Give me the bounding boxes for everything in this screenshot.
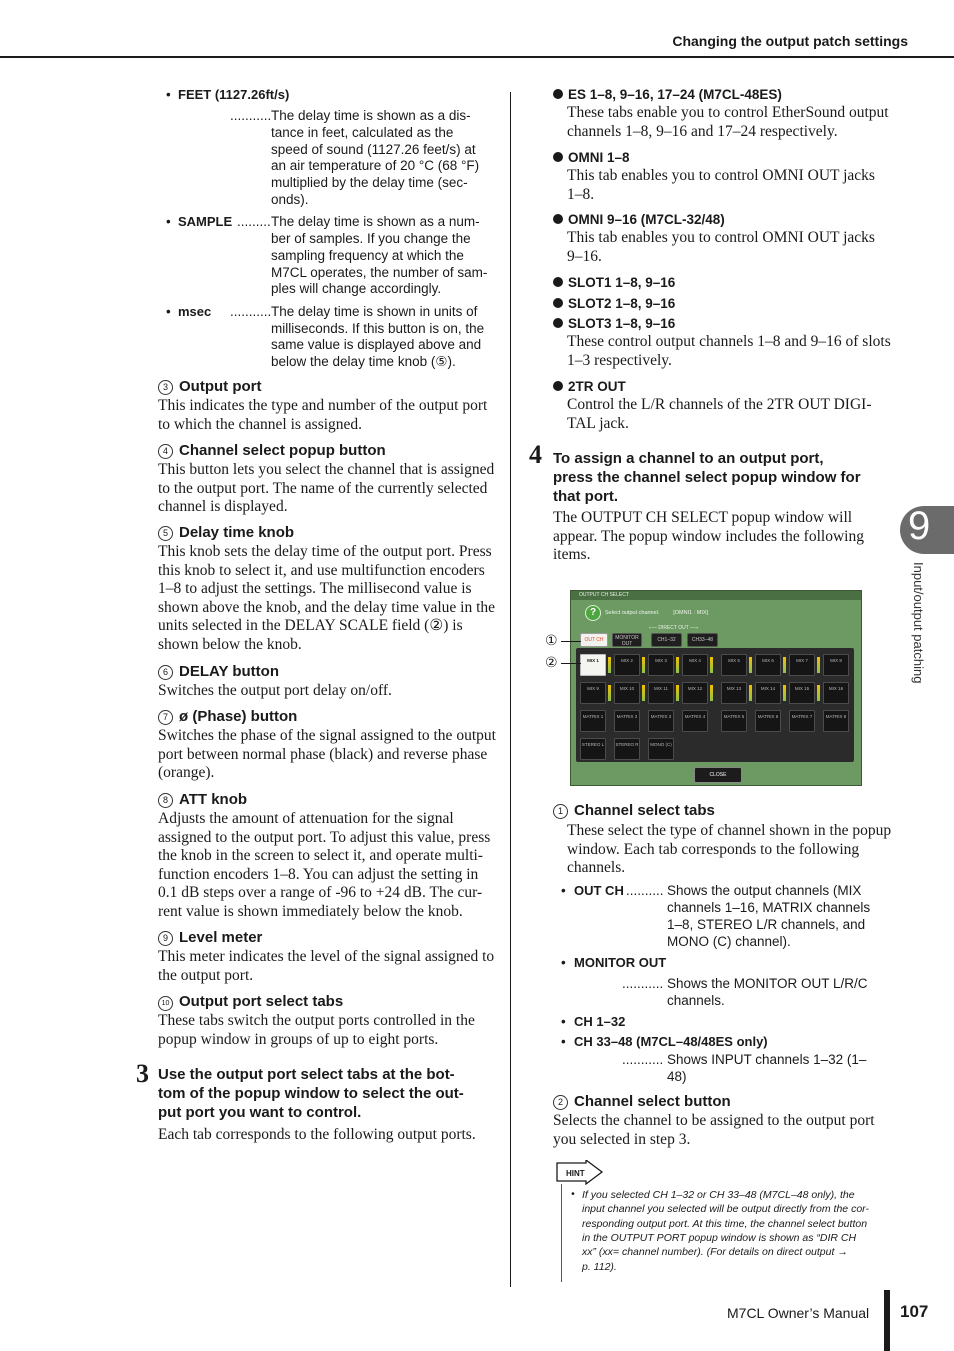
item-heading	[158, 663, 279, 680]
bullet-line: multiplied by the delay time (sec-	[271, 175, 468, 191]
bullet-line: ber of samples. If you change the	[271, 231, 471, 247]
item-line: to which the channel is assigned.	[158, 415, 363, 433]
channel-select-button[interactable]: MIX 13	[721, 682, 747, 704]
port-title: OMNI 1–8	[568, 150, 630, 165]
channel-select-button[interactable]: MATRIX 2	[614, 710, 640, 732]
step-text-line: put port you want to control.	[158, 1104, 362, 1121]
port-title: SLOT2 1–8, 9–16	[568, 296, 676, 311]
hint-rule	[561, 1184, 562, 1282]
bullet-dot: •	[166, 303, 171, 319]
bullet-term: msec	[178, 303, 212, 319]
bullet-line: The delay time is shown as a dis-	[271, 108, 471, 123]
bullet-line: an air temperature of 20 °C (68 °F)	[271, 158, 480, 174]
bullet-dot: •	[561, 1014, 566, 1029]
callout-2-line	[561, 663, 581, 664]
level-meter	[817, 657, 820, 673]
bullet-term: FEET (1127.26ft/s)	[178, 87, 290, 102]
port-heading	[553, 150, 630, 165]
level-meter	[710, 685, 713, 701]
bullet-circle-icon	[553, 152, 563, 162]
bullet-dot: •	[561, 955, 566, 970]
channel-select-button[interactable]: MIX 3	[648, 654, 674, 676]
channel-select-tab[interactable]: CH1–32	[651, 633, 682, 647]
port-line: This tab enables you to control OMNI OUT jacks	[567, 229, 875, 246]
item-title: DELAY button	[179, 663, 279, 680]
step-number: 4	[529, 440, 542, 469]
port-heading	[553, 379, 626, 394]
item-title: Channel select tabs	[574, 802, 715, 819]
item-line: popup window in groups of up to eight ports.	[158, 1030, 439, 1048]
channel-select-button[interactable]: STEREO R	[614, 738, 640, 760]
step-body-line: The OUTPUT CH SELECT popup window will	[553, 509, 853, 526]
item-line: units selected in the DELAY SCALE field (②) is	[158, 617, 463, 635]
port-title: OMNI 9–16 (M7CL-32/48)	[568, 212, 725, 227]
step-text-line: tom of the popup window to select the out-	[158, 1085, 464, 1102]
item-number-icon: 4	[158, 444, 173, 459]
item-number-icon: 7	[158, 710, 173, 725]
hint-line: responding output port. At this time, the channel select button	[582, 1217, 868, 1230]
step-number: 3	[136, 1059, 149, 1088]
bullet-dots: ...........	[230, 303, 272, 319]
item-line: Switches the phase of the signal assigned to the output	[158, 727, 496, 744]
port-heading	[553, 87, 782, 102]
item-line: This indicates the type and number of the output port	[158, 397, 488, 414]
item-line: 0.1 dB steps over a range of -96 to +24 dB. The cur-	[158, 884, 483, 902]
step-text-line: press the channel select popup window for	[553, 469, 861, 486]
port-line: This tab enables you to control OMNI OUT jacks	[567, 167, 875, 184]
item-heading	[158, 791, 247, 808]
port-heading	[553, 275, 675, 290]
footer-bar	[884, 1290, 890, 1351]
bullet-line: speed of sound (1127.26 feet/s) at	[271, 141, 476, 157]
item-line: the knob in the screen to select it, and operate multi-	[158, 847, 483, 865]
item-title: Output port select tabs	[179, 993, 344, 1010]
bullet-line: same value is displayed above and	[271, 337, 482, 353]
item-line: window. Each tab corresponds to the following	[567, 840, 860, 858]
channel-select-button[interactable]: MATRIX 3	[648, 710, 674, 732]
item-line: assigned to the output port. To adjust this value, press	[158, 828, 491, 846]
bullet-line: onds).	[271, 192, 309, 207]
channel-select-button[interactable]: MATRIX 1	[580, 710, 606, 732]
bullet-line: tance in feet, calculated as the	[271, 124, 454, 140]
bullet-line: channels 1–16, MATRIX channels	[667, 900, 871, 915]
bullet-dots: ...........	[622, 976, 664, 991]
item-title: Output port	[179, 378, 262, 395]
hint-icon	[556, 1160, 604, 1186]
bullet-line: Shows the output channels (MIX	[667, 883, 862, 898]
bullet-line: The delay time is shown as a num-	[271, 214, 480, 230]
callout-1-line	[561, 641, 581, 642]
item-number-icon: 9	[158, 931, 173, 946]
port-line: Control the L/R channels of the 2TR OUT DIGI-	[567, 396, 872, 413]
bullet-line: ples will change accordingly.	[271, 281, 442, 297]
bullet-term: SAMPLE	[178, 214, 233, 230]
item-line: shown above the knob, and the delay time value in the	[158, 598, 496, 616]
item-number-icon: 5	[158, 526, 173, 541]
channel-select-button[interactable]: MIX 1	[580, 654, 606, 676]
item-heading	[158, 442, 386, 459]
item-line: the output port.	[158, 966, 254, 984]
manual-name: M7CL Owner’s Manual	[727, 1305, 870, 1321]
channel-select-button[interactable]: MIX 4	[682, 654, 708, 676]
bullet-circle-icon	[553, 89, 563, 99]
direct-out-label: ⌐— DIRECT OUT —¬	[649, 625, 698, 631]
bullet-dots: ...........	[622, 1052, 664, 1067]
item-line: This knob sets the delay time of the output port. Press	[158, 543, 492, 560]
port-line: 1–3 respectively.	[567, 351, 672, 369]
item-line: (orange).	[158, 764, 215, 782]
channel-select-button[interactable]: MATRIX 4	[682, 710, 708, 732]
bullet-line: channels.	[667, 993, 725, 1008]
port-title: 2TR OUT	[568, 379, 626, 394]
chapter-number: 9	[908, 504, 931, 548]
bullet-line: milliseconds. If this button is on, the	[271, 320, 485, 336]
port-line: These control output channels 1–8 and 9–16 of slots	[567, 333, 891, 350]
bullet-line: MONO (C) channel).	[667, 934, 791, 949]
channel-select-button[interactable]: MIX 8	[823, 654, 849, 676]
item-number-icon: 3	[158, 380, 173, 395]
item-title: Channel select button	[574, 1093, 731, 1110]
header-rule	[0, 56, 954, 58]
bullet-circle-icon	[553, 277, 563, 287]
channel-select-button[interactable]: MONO (C)	[648, 738, 674, 760]
port-heading	[553, 316, 675, 331]
bullet-term: CH 33–48 (M7CL–48/48ES only)	[574, 1034, 768, 1049]
step-text-line: that port.	[553, 488, 618, 505]
item-line: These select the type of channel shown in the popup	[567, 822, 892, 839]
bullet-circle-icon	[553, 318, 563, 328]
item-line: These tabs switch the output ports controlled in the	[158, 1012, 475, 1029]
item-line: port between normal phase (black) and reverse phase	[158, 745, 488, 763]
item-line: 1–8 to adjust the settings. The millisecond value is	[158, 580, 472, 598]
port-heading	[553, 212, 725, 227]
section-title: Changing the output patch settings	[672, 33, 908, 49]
bullet-circle-icon	[553, 381, 563, 391]
column-divider	[510, 92, 511, 1287]
bullet-line: Shows the MONITOR OUT L/R/C	[667, 976, 868, 991]
bullet-term: OUT CH	[574, 883, 624, 898]
popup-info-text: Select output channel. [OMNI1 : MIX]	[605, 610, 709, 616]
item-heading	[553, 1093, 731, 1110]
item-line: to the output port. The name of the currently selected	[158, 479, 488, 497]
bullet-circle-icon	[553, 214, 563, 224]
bullet-dot: •	[166, 87, 171, 102]
port-title: SLOT3 1–8, 9–16	[568, 316, 676, 331]
svg-text:HINT: HINT	[566, 1169, 585, 1178]
channel-select-button[interactable]: MIX 12	[682, 682, 708, 704]
channel-select-button[interactable]: MIX 2	[614, 654, 640, 676]
item-number-icon: 8	[158, 793, 173, 808]
bullet-dots: ...........	[230, 108, 272, 123]
hint-line: in the OUTPUT PORT popup window is shown as “DIR CH	[582, 1231, 857, 1244]
bullet-line: M7CL operates, the number of sam-	[271, 264, 488, 280]
close-button[interactable]: CLOSE	[694, 767, 742, 783]
channel-select-button[interactable]: MIX 6	[755, 654, 781, 676]
hint-line: input channel you selected will be output directly from the cor-	[582, 1203, 869, 1216]
level-meter	[642, 657, 645, 673]
step-text-line: To assign a channel to an output port,	[553, 450, 824, 467]
help-icon[interactable]: ?	[585, 605, 601, 621]
hint-line: p. 112).	[582, 1260, 617, 1273]
item-title: Channel select popup button	[179, 442, 386, 459]
bullet-line: below the delay time knob (⑤).	[271, 354, 456, 370]
item-heading	[553, 802, 715, 819]
channel-select-button[interactable]: STEREO L	[580, 738, 606, 760]
item-line: function encoders 1–8. You can adjust the setting in	[158, 865, 479, 883]
item-line: Selects the channel to be assigned to the output port	[553, 1112, 875, 1129]
channel-select-button[interactable]: MIX 10	[614, 682, 640, 704]
item-heading	[158, 929, 262, 946]
level-meter	[608, 685, 611, 701]
channel-select-tab[interactable]: OUT CH	[580, 633, 608, 647]
bullet-line: 1–8, STEREO L/R channels, and	[667, 917, 866, 932]
item-line: channel is displayed.	[158, 498, 288, 516]
port-line: 9–16.	[567, 247, 602, 265]
channel-select-tab[interactable]: CH33–48	[687, 633, 718, 647]
level-meter	[642, 685, 645, 701]
bullet-line: sampling frequency at which the	[271, 247, 464, 263]
level-meter	[676, 657, 679, 673]
port-line: TAL jack.	[567, 414, 629, 432]
bullet-dot: •	[561, 883, 566, 898]
item-line: This meter indicates the level of the signal assigned to	[158, 948, 495, 965]
item-heading	[158, 378, 261, 395]
port-line: channels 1–8, 9–16 and 17–24 respectively.	[567, 122, 838, 140]
item-heading	[158, 524, 294, 541]
port-title: SLOT1 1–8, 9–16	[568, 275, 676, 290]
channel-select-button[interactable]: MATRIX 7	[789, 710, 815, 732]
page-number: 107	[900, 1302, 929, 1321]
item-heading	[158, 708, 297, 725]
port-title: ES 1–8, 9–16, 17–24 (M7CL-48ES)	[568, 87, 782, 102]
item-line: Switches the output port delay on/off.	[158, 682, 392, 699]
step-body-line: items.	[553, 546, 591, 564]
port-line: 1–8.	[567, 185, 595, 203]
hint-line: xx” (xx= channel number). (For details on direct output →	[582, 1246, 848, 1259]
bullet-term: MONITOR OUT	[574, 955, 667, 970]
item-title: ATT knob	[179, 791, 248, 808]
level-meter	[783, 657, 786, 673]
level-meter	[749, 657, 752, 673]
bullet-dots: ..........	[626, 883, 664, 898]
channel-select-button[interactable]: MATRIX 8	[823, 710, 849, 732]
step-body-line: appear. The popup window includes the following	[553, 527, 864, 545]
item-line: rent value is shown immediately below the knob.	[158, 903, 463, 920]
bullet-term: CH 1–32	[574, 1014, 626, 1029]
bullet-dots: .........	[237, 214, 271, 230]
item-number-icon: 2	[553, 1095, 568, 1110]
callout-2: ②	[545, 654, 558, 670]
item-title: ø (Phase) button	[179, 708, 298, 725]
level-meter	[817, 685, 820, 701]
channel-select-button[interactable]: MIX 15	[789, 682, 815, 704]
channel-select-button[interactable]: MATRIX 6	[755, 710, 781, 732]
bullet-dot: •	[571, 1188, 575, 1200]
item-heading	[158, 993, 343, 1011]
item-number-icon: 1	[553, 804, 568, 819]
item-line: This button lets you select the channel that is assigned	[158, 461, 495, 478]
level-meter	[749, 685, 752, 701]
bullet-dot: •	[166, 214, 171, 230]
item-title: Level meter	[179, 929, 263, 946]
port-heading	[553, 296, 675, 311]
chapter-side-label: Input/output patching	[911, 562, 926, 684]
item-line: channels.	[567, 859, 626, 877]
callout-1: ①	[545, 632, 558, 648]
item-line: this knob to select it, and use multifunction encoders	[158, 561, 485, 579]
item-line: you selected in step 3.	[553, 1130, 691, 1148]
level-meter	[783, 685, 786, 701]
bullet-circle-icon	[553, 298, 563, 308]
channel-select-button[interactable]: MIX 7	[789, 654, 815, 676]
channel-select-button[interactable]: MATRIX 5	[721, 710, 747, 732]
channel-select-button[interactable]: MIX 14	[755, 682, 781, 704]
item-number-icon: 6	[158, 665, 173, 680]
channel-select-button[interactable]: MIX 9	[580, 682, 606, 704]
channel-select-tab[interactable]: MONITOR OUT	[612, 633, 642, 647]
step-body: Each tab corresponds to the following output ports.	[158, 1126, 476, 1143]
hint-line: If you selected CH 1–32 or CH 33–48 (M7CL–48 only), the	[582, 1189, 855, 1201]
level-meter	[676, 685, 679, 701]
output-ch-select-screenshot	[570, 590, 862, 786]
bullet-line: 48)	[667, 1069, 687, 1084]
item-line: shown below the knob.	[158, 636, 302, 653]
channel-select-button[interactable]: MIX 11	[648, 682, 674, 704]
item-line: Adjusts the amount of attenuation for the signal	[158, 810, 454, 827]
step-text-line: Use the output port select tabs at the bot-	[158, 1066, 455, 1083]
bullet-line: The delay time is shown in units of	[271, 303, 478, 319]
channel-select-button[interactable]: MIX 16	[823, 682, 849, 704]
popup-window-title: OUTPUT CH SELECT	[571, 591, 861, 600]
item-title: Delay time knob	[179, 524, 295, 541]
bullet-dot: •	[561, 1034, 566, 1049]
level-meter	[608, 657, 611, 673]
level-meter	[710, 657, 713, 673]
port-line: These tabs enable you to control EtherSound output	[567, 104, 889, 121]
bullet-line: Shows INPUT channels 1–32 (1–	[667, 1052, 867, 1067]
item-number-icon: 10	[158, 996, 173, 1011]
channel-select-button[interactable]: MIX 5	[721, 654, 747, 676]
